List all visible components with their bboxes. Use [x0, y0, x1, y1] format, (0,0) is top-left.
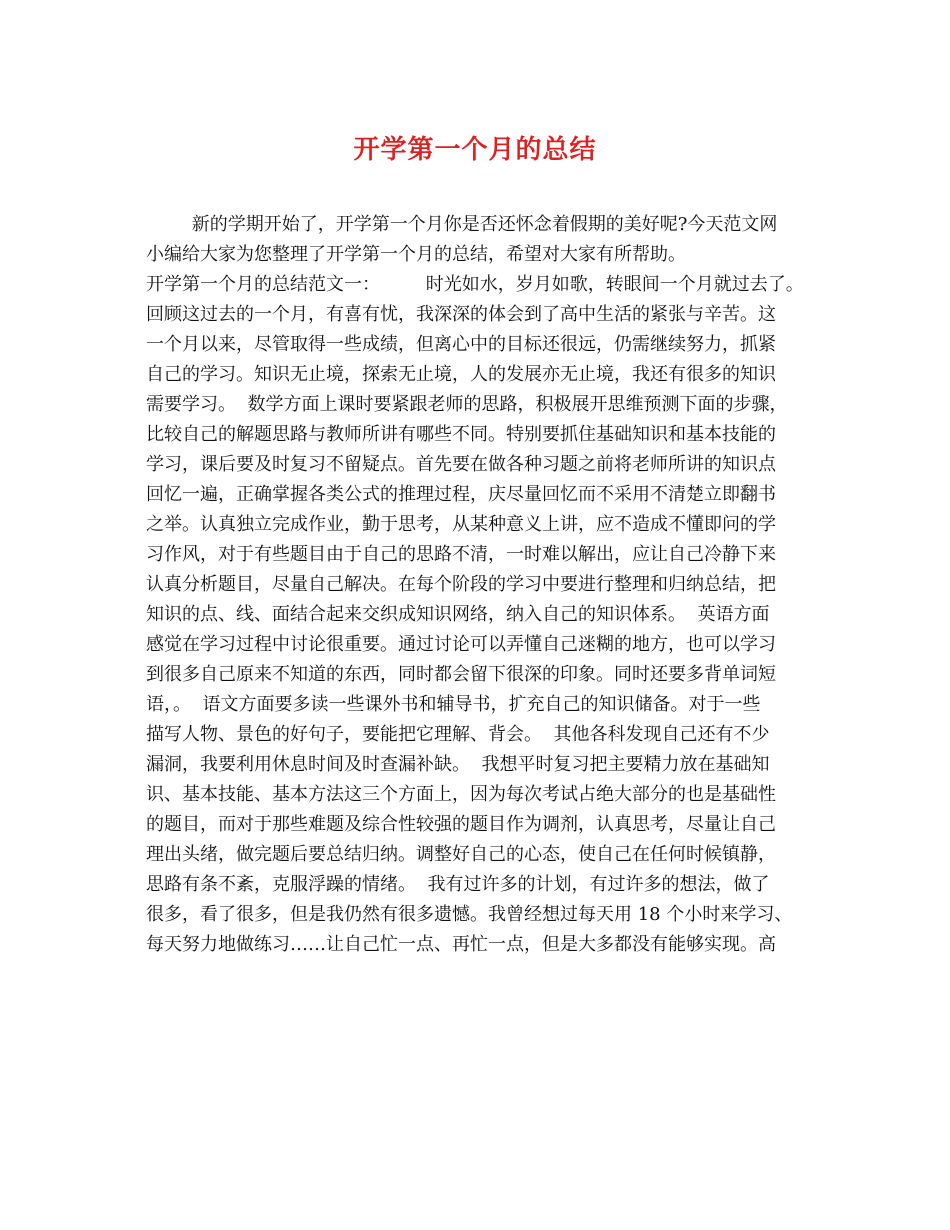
body-text-line: 之举。认真独立完成作业，勤于思考，从某种意义上讲，应不造成不懂即问的学: [146, 514, 776, 535]
body-text-line: 语，。 语文方面要多读一些课外书和辅导书，扩充自己的知识储备。对于一些: [146, 694, 761, 715]
document-title: 开学第一个月的总结: [353, 135, 597, 165]
body-text-line: 思路有条不紊，克服浮躁的情绪。 我有过许多的计划，有过许多的想法，做了: [146, 874, 770, 895]
body-text-line: 的题目，而对于那些难题及综合性较强的题目作为调剂，认真思考，尽量让自己: [146, 814, 776, 835]
body-text-line: 新的学期开始了，开学第一个月你是否还怀念着假期的美好呢?今天范文网: [146, 214, 778, 235]
body-text-line: 识、基本技能、基本方法这三个方面上，因为每次考试占绝大部分的也是基础性: [146, 784, 776, 805]
body-text-line: 一个月以来，尽管取得一些成绩，但离心中的目标还很远，仍需继续努力，抓紧: [146, 334, 776, 355]
body-text-line: 学习，课后要及时复习不留疑点。首先要在做各种习题之前将老师所讲的知识点: [146, 454, 776, 475]
body-text-line: 很多，看了很多，但是我仍然有很多遗憾。我曾经想过每天用 18 个小时来学习、: [146, 904, 793, 925]
body-text-line: 比较自己的解题思路与教师所讲有哪些不同。特别要抓住基础知识和基本技能的: [146, 424, 776, 445]
body-text-line: 漏洞，我要利用休息时间及时查漏补缺。 我想平时复习把主要精力放在基础知: [146, 754, 770, 775]
body-text-line: 习作风，对于有些题目由于自己的思路不清，一时难以解出，应让自己冷静下来: [146, 544, 776, 565]
body-text-line: 开学第一个月的总结范文一： 时光如水，岁月如歌，转眼间一个月就过去了。: [146, 274, 804, 295]
body-text-line: 描写人物、景色的好句子，要能把它理解、背会。 其他各科发现自己还有不少: [146, 724, 770, 745]
body-text-line: 回顾这过去的一个月，有喜有忧，我深深的体会到了高中生活的紧张与辛苦。这: [146, 304, 776, 325]
body-text-line: 知识的点、线、面结合起来交织成知识网络，纳入自己的知识体系。 英语方面: [146, 604, 770, 625]
body-text-line: 理出头绪，做完题后要总结归纳。调整好自己的心态，使自己在任何时候镇静，: [146, 844, 776, 865]
body-text-line: 回忆一遍，正确掌握各类公式的推理过程，庆尽量回忆而不采用不清楚立即翻书: [146, 484, 776, 505]
body-text-line: 认真分析题目，尽量自己解决。在每个阶段的学习中要进行整理和归纳总结，把: [146, 574, 776, 595]
body-text-line: 感觉在学习过程中讨论很重要。通过讨论可以弄懂自己迷糊的地方，也可以学习: [146, 634, 776, 655]
body-text-line: 需要学习。 数学方面上课时要紧跟老师的思路，积极展开思维预测下面的步骤，: [146, 394, 788, 415]
body-text-line: 小编给大家为您整理了开学第一个月的总结，希望对大家有所帮助。: [146, 244, 686, 265]
body-text-line: 自己的学习。知识无止境，探索无止境，人的发展亦无止境，我还有很多的知识: [146, 364, 776, 385]
document-body: [146, 210, 816, 960]
body-text-line: 到很多自己原来不知道的东西，同时都会留下很深的印象。同时还要多背单词短: [146, 664, 776, 685]
body-text-line: 每天努力地做练习……让自己忙一点、再忙一点，但是大多都没有能够实现。高: [146, 934, 776, 955]
